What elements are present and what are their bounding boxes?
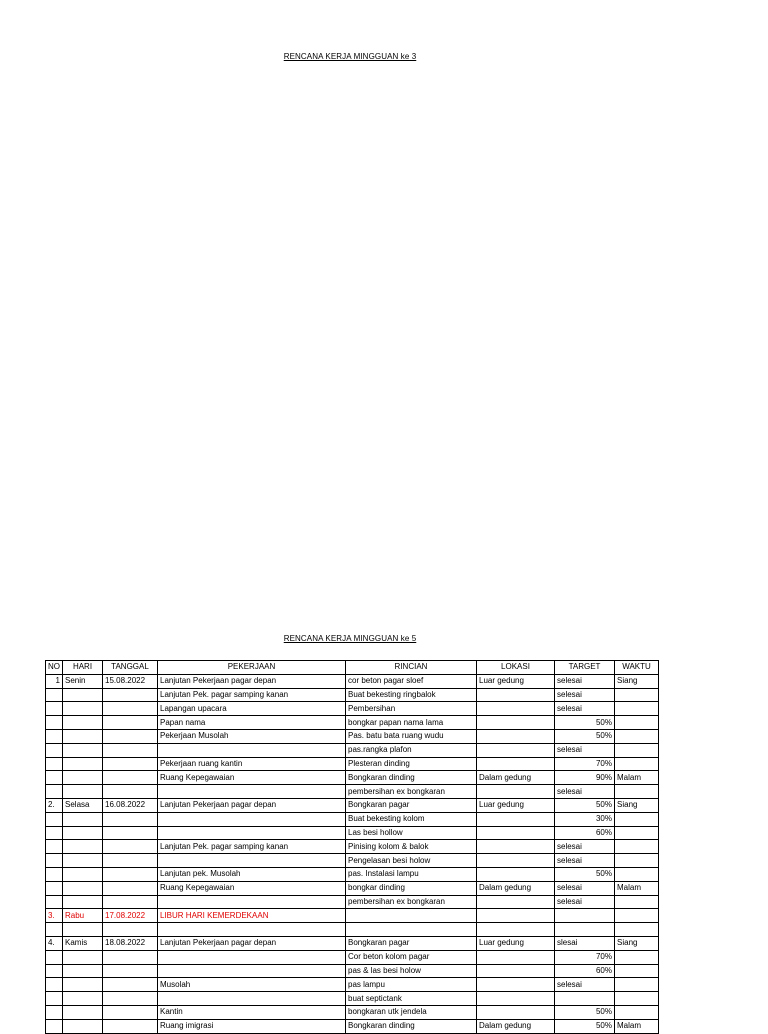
cell-hari [63, 867, 103, 881]
cell-no [46, 1005, 63, 1019]
cell-lokasi [477, 688, 555, 702]
cell-hari [63, 840, 103, 854]
table-row [46, 716, 659, 730]
cell-no [46, 1019, 63, 1033]
cell-target: 50% [555, 798, 615, 812]
cell-hari: Senin [63, 674, 103, 688]
cell-target: selesai [555, 978, 615, 992]
cell-rincian: Buat bekesting kolom [346, 812, 477, 826]
cell-target [555, 909, 615, 923]
cell-no [46, 992, 63, 1006]
table-row [46, 936, 659, 950]
cell-waktu [615, 729, 659, 743]
cell-hari [63, 1005, 103, 1019]
cell-no [46, 923, 63, 937]
cell-no [46, 757, 63, 771]
table-row [46, 674, 659, 688]
cell-hari [63, 964, 103, 978]
cell-waktu [615, 923, 659, 937]
cell-lokasi [477, 964, 555, 978]
cell-hari [63, 785, 103, 799]
cell-no [46, 743, 63, 757]
table-row [46, 729, 659, 743]
cell-lokasi: Dalam gedung [477, 881, 555, 895]
cell-rincian: Pengelasan besi holow [346, 854, 477, 868]
cell-rincian: Bongkaran dinding [346, 771, 477, 785]
cell-no [46, 729, 63, 743]
cell-tanggal: 16.08.2022 [103, 798, 158, 812]
cell-no [46, 854, 63, 868]
cell-waktu [615, 716, 659, 730]
cell-hari [63, 757, 103, 771]
cell-lokasi: Dalam gedung [477, 771, 555, 785]
cell-hari: Kamis [63, 936, 103, 950]
cell-rincian [346, 909, 477, 923]
cell-waktu [615, 854, 659, 868]
cell-waktu [615, 812, 659, 826]
cell-hari [63, 729, 103, 743]
cell-rincian: bongkar papan nama lama [346, 716, 477, 730]
cell-lokasi: Dalam gedung [477, 1019, 555, 1033]
cell-tanggal [103, 854, 158, 868]
cell-waktu [615, 757, 659, 771]
cell-waktu: Malam [615, 1019, 659, 1033]
cell-waktu [615, 895, 659, 909]
cell-rincian: Pembersihan [346, 702, 477, 716]
cell-waktu: Siang [615, 674, 659, 688]
cell-no [46, 881, 63, 895]
cell-tanggal [103, 757, 158, 771]
cell-pekerjaan [158, 964, 346, 978]
header-tanggal: TANGGAL [103, 661, 158, 675]
cell-lokasi [477, 867, 555, 881]
table-row [46, 826, 659, 840]
cell-lokasi [477, 992, 555, 1006]
cell-tanggal: 18.08.2022 [103, 936, 158, 950]
cell-tanggal [103, 812, 158, 826]
cell-waktu [615, 950, 659, 964]
cell-no [46, 771, 63, 785]
cell-waktu: Malam [615, 881, 659, 895]
cell-pekerjaan: Lanjutan Pekerjaan pagar depan [158, 936, 346, 950]
cell-waktu [615, 826, 659, 840]
cell-waktu: Siang [615, 798, 659, 812]
cell-rincian: Bongkaran dinding [346, 1019, 477, 1033]
cell-waktu [615, 909, 659, 923]
cell-waktu: Siang [615, 936, 659, 950]
table-row [46, 743, 659, 757]
cell-tanggal [103, 964, 158, 978]
cell-no [46, 785, 63, 799]
cell-lokasi [477, 895, 555, 909]
cell-waktu [615, 785, 659, 799]
cell-lokasi [477, 743, 555, 757]
header-no: NO [46, 661, 63, 675]
cell-tanggal [103, 923, 158, 937]
cell-rincian: buat septictank [346, 992, 477, 1006]
cell-waktu [615, 702, 659, 716]
cell-lokasi [477, 702, 555, 716]
cell-waktu [615, 743, 659, 757]
table-body [46, 674, 659, 1033]
cell-hari [63, 771, 103, 785]
cell-target [555, 992, 615, 1006]
cell-lokasi [477, 909, 555, 923]
cell-tanggal [103, 840, 158, 854]
cell-pekerjaan [158, 826, 346, 840]
cell-tanggal [103, 867, 158, 881]
cell-tanggal [103, 688, 158, 702]
cell-target: 50% [555, 729, 615, 743]
table-header-row [46, 661, 659, 675]
header-pekerjaan: PEKERJAAN [158, 661, 346, 675]
cell-lokasi [477, 729, 555, 743]
cell-rincian: pas. Instalasi lampu [346, 867, 477, 881]
cell-pekerjaan: Papan nama [158, 716, 346, 730]
cell-pekerjaan: LIBUR HARI KEMERDEKAAN [158, 909, 346, 923]
cell-target: selesai [555, 895, 615, 909]
cell-rincian: pas & las besi holow [346, 964, 477, 978]
cell-target: slesai [555, 936, 615, 950]
cell-rincian: pembersihan ex bongkaran [346, 895, 477, 909]
cell-pekerjaan: Lanjutan pek. Musolah [158, 867, 346, 881]
header-hari: HARI [63, 661, 103, 675]
table-row [46, 950, 659, 964]
cell-waktu [615, 978, 659, 992]
cell-pekerjaan: Lanjutan Pekerjaan pagar depan [158, 798, 346, 812]
cell-pekerjaan: Ruang Kepegawaian [158, 771, 346, 785]
cell-waktu [615, 964, 659, 978]
cell-no [46, 895, 63, 909]
header-lokasi: LOKASI [477, 661, 555, 675]
cell-tanggal [103, 895, 158, 909]
cell-rincian: Pas. batu bata ruang wudu [346, 729, 477, 743]
cell-hari [63, 923, 103, 937]
cell-tanggal [103, 826, 158, 840]
cell-no [46, 702, 63, 716]
cell-rincian: cor beton pagar sloef [346, 674, 477, 688]
cell-hari [63, 1019, 103, 1033]
cell-no [46, 812, 63, 826]
cell-target: selesai [555, 688, 615, 702]
cell-pekerjaan: Lanjutan Pek. pagar samping kanan [158, 688, 346, 702]
table-row [46, 1005, 659, 1019]
table-row [46, 771, 659, 785]
cell-waktu [615, 1005, 659, 1019]
cell-target: 50% [555, 1019, 615, 1033]
cell-tanggal [103, 950, 158, 964]
cell-hari [63, 702, 103, 716]
cell-pekerjaan: Lapangan upacara [158, 702, 346, 716]
table-row [46, 978, 659, 992]
cell-waktu [615, 867, 659, 881]
cell-tanggal [103, 1005, 158, 1019]
cell-rincian: bongkar dinding [346, 881, 477, 895]
cell-rincian: Buat bekesting ringbalok [346, 688, 477, 702]
cell-lokasi [477, 950, 555, 964]
table-row [46, 895, 659, 909]
cell-rincian: pas.rangka plafon [346, 743, 477, 757]
cell-no [46, 867, 63, 881]
cell-hari [63, 743, 103, 757]
cell-pekerjaan: Ruang Kepegawaian [158, 881, 346, 895]
cell-no [46, 840, 63, 854]
cell-rincian: Cor beton kolom pagar [346, 950, 477, 964]
cell-target: 70% [555, 950, 615, 964]
cell-pekerjaan [158, 785, 346, 799]
cell-lokasi [477, 854, 555, 868]
table-row [46, 881, 659, 895]
cell-hari [63, 895, 103, 909]
cell-lokasi [477, 812, 555, 826]
header-waktu: WAKTU [615, 661, 659, 675]
cell-lokasi [477, 757, 555, 771]
cell-pekerjaan: Lanjutan Pekerjaan pagar depan [158, 674, 346, 688]
table-row [46, 923, 659, 937]
cell-no: 4. [46, 936, 63, 950]
cell-tanggal [103, 743, 158, 757]
cell-target: 90% [555, 771, 615, 785]
cell-lokasi [477, 840, 555, 854]
cell-hari [63, 716, 103, 730]
cell-tanggal [103, 881, 158, 895]
table-row [46, 1019, 659, 1033]
cell-target: selesai [555, 840, 615, 854]
table-row [46, 812, 659, 826]
cell-no: 1 [46, 674, 63, 688]
page-title-week-5: RENCANA KERJA MINGGUAN ke 5 [283, 634, 417, 643]
cell-no: 2. [46, 798, 63, 812]
cell-pekerjaan [158, 895, 346, 909]
cell-rincian: Las besi hollow [346, 826, 477, 840]
cell-rincian: Pinising kolom & balok [346, 840, 477, 854]
cell-waktu [615, 840, 659, 854]
cell-target: 70% [555, 757, 615, 771]
cell-no [46, 964, 63, 978]
cell-waktu [615, 688, 659, 702]
cell-target: selesai [555, 785, 615, 799]
cell-tanggal [103, 992, 158, 1006]
cell-tanggal [103, 716, 158, 730]
table-row [46, 688, 659, 702]
cell-tanggal [103, 1019, 158, 1033]
cell-target: 30% [555, 812, 615, 826]
cell-pekerjaan [158, 950, 346, 964]
cell-hari [63, 854, 103, 868]
cell-no [46, 950, 63, 964]
table-row [46, 702, 659, 716]
cell-tanggal: 17.08.2022 [103, 909, 158, 923]
table-row-holiday [46, 909, 659, 923]
cell-pekerjaan: Ruang imigrasi [158, 1019, 346, 1033]
cell-target: selesai [555, 854, 615, 868]
cell-hari [63, 826, 103, 840]
cell-no [46, 688, 63, 702]
cell-waktu [615, 992, 659, 1006]
header-rincian: RINCIAN [346, 661, 477, 675]
cell-no: 3. [46, 909, 63, 923]
cell-target: selesai [555, 702, 615, 716]
cell-tanggal [103, 785, 158, 799]
cell-hari [63, 950, 103, 964]
table-row [46, 867, 659, 881]
cell-target: 60% [555, 826, 615, 840]
cell-no [46, 978, 63, 992]
cell-target [555, 923, 615, 937]
cell-pekerjaan: Pekerjaan Musolah [158, 729, 346, 743]
cell-hari [63, 812, 103, 826]
cell-lokasi: Luar gedung [477, 798, 555, 812]
table-row [46, 785, 659, 799]
table-row [46, 840, 659, 854]
cell-pekerjaan: Pekerjaan ruang kantin [158, 757, 346, 771]
cell-waktu: Malam [615, 771, 659, 785]
cell-target: 50% [555, 1005, 615, 1019]
cell-target: 60% [555, 964, 615, 978]
cell-rincian: Bongkaran pagar [346, 936, 477, 950]
cell-rincian: pas lampu [346, 978, 477, 992]
cell-pekerjaan [158, 992, 346, 1006]
table-row [46, 757, 659, 771]
cell-target: selesai [555, 881, 615, 895]
cell-target: selesai [555, 674, 615, 688]
cell-rincian [346, 923, 477, 937]
cell-pekerjaan [158, 854, 346, 868]
cell-pekerjaan: Kantin [158, 1005, 346, 1019]
cell-lokasi [477, 785, 555, 799]
cell-pekerjaan: Musolah [158, 978, 346, 992]
cell-target: 50% [555, 716, 615, 730]
cell-target: 50% [555, 867, 615, 881]
cell-target: selesai [555, 743, 615, 757]
cell-rincian: Bongkaran pagar [346, 798, 477, 812]
work-plan-table [45, 660, 659, 1034]
table-row [46, 854, 659, 868]
cell-pekerjaan [158, 923, 346, 937]
cell-lokasi: Luar gedung [477, 674, 555, 688]
cell-pekerjaan [158, 743, 346, 757]
cell-tanggal [103, 702, 158, 716]
header-target: TARGET [555, 661, 615, 675]
table-row [46, 798, 659, 812]
cell-pekerjaan: Lanjutan Pek. pagar samping kanan [158, 840, 346, 854]
cell-tanggal [103, 978, 158, 992]
cell-hari [63, 881, 103, 895]
cell-pekerjaan [158, 812, 346, 826]
cell-lokasi [477, 716, 555, 730]
cell-hari: Selasa [63, 798, 103, 812]
cell-lokasi [477, 978, 555, 992]
cell-lokasi [477, 1005, 555, 1019]
cell-rincian: Plesteran dinding [346, 757, 477, 771]
cell-hari [63, 978, 103, 992]
table-row [46, 992, 659, 1006]
cell-tanggal: 15.08.2022 [103, 674, 158, 688]
cell-tanggal [103, 771, 158, 785]
cell-rincian: pembersihan ex bongkaran [346, 785, 477, 799]
cell-hari: Rabu [63, 909, 103, 923]
cell-tanggal [103, 729, 158, 743]
cell-lokasi [477, 826, 555, 840]
cell-rincian: bongkaran utk jendela [346, 1005, 477, 1019]
cell-hari [63, 688, 103, 702]
cell-lokasi [477, 923, 555, 937]
table-row [46, 964, 659, 978]
cell-hari [63, 992, 103, 1006]
cell-lokasi: Luar gedung [477, 936, 555, 950]
page-title-week-3: RENCANA KERJA MINGGUAN ke 3 [283, 52, 417, 61]
cell-no [46, 716, 63, 730]
cell-no [46, 826, 63, 840]
